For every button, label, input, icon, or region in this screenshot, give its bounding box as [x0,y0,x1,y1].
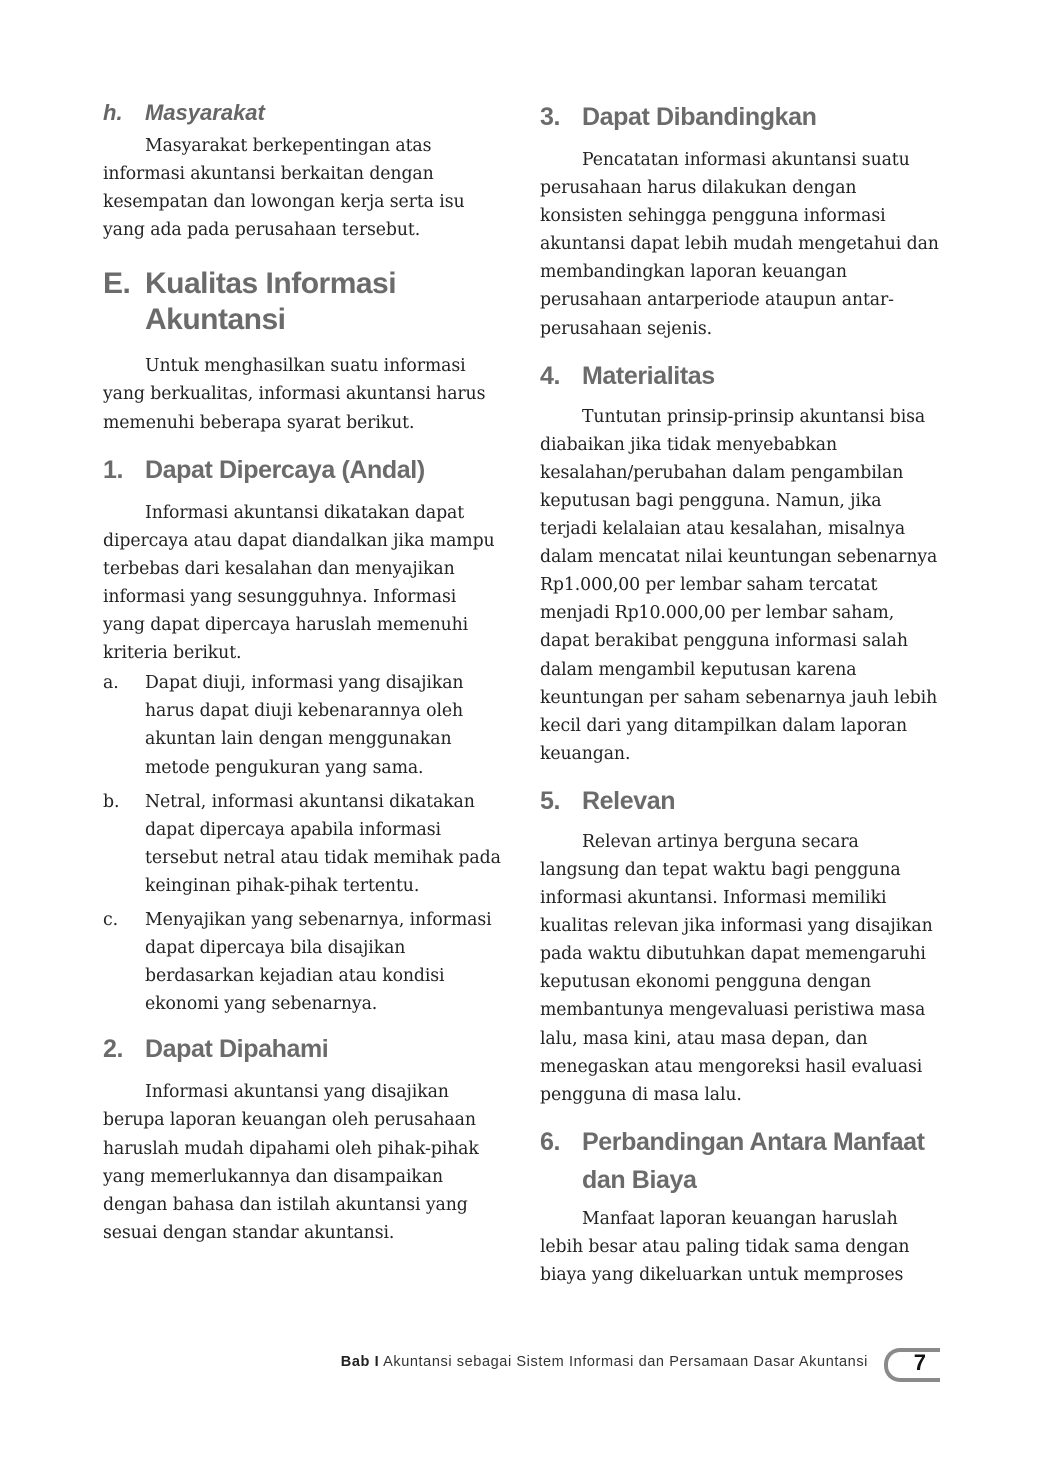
paragraph-relevan: Relevan artinya berguna secara langsung dan tepat waktu bagi pengguna informasi akuntansi. Informasi memiliki kualitas relevan jika informasi yang disajikan pada waktu dibutuhkan dapat memengaruhi keputusan ekonomi pengguna dengan membantunya mengevaluasi peristiwa masa lalu, masa kini, atau masa depan, dan menegaskan atau mengoreksi hasil evaluasi pengguna di masa lalu. [540,831,933,1105]
heading-item-4 [540,357,942,395]
chapter-title: Akuntansi sebagai Sistem Informasi dan Persamaan Dasar Akuntansi [383,1354,868,1370]
page-footer [300,1348,940,1388]
criteria-marker: b. [103,791,120,812]
section-marker: E. [103,267,131,301]
section-heading-E [103,266,503,338]
page-number: 7 [913,1350,926,1375]
item-title: Perbandingan Antara Manfaat dan Biaya [582,1127,925,1194]
criteria-marker: c. [103,909,118,930]
criteria-list [103,669,503,1018]
chapter-label: Bab I [340,1354,380,1370]
heading-item-3 [540,98,942,136]
criteria-text: Dapat diuji, informasi yang disajikan harus dapat diuji kebenarannya oleh akuntan lain dengan menggunakan metode pengukuran yang sama. [145,673,464,778]
paragraph-masyarakat: Masyarakat berkepentingan atas informasi akuntansi berkaitan dengan kesempatan dan lowongan kerja serta isu yang ada pada perusahaan tersebut. [103,136,465,241]
criteria-marker: a. [103,673,119,694]
item-title: Dapat Dipercaya (Andal) [145,455,425,484]
item-title: Relevan [582,786,676,815]
left-column [103,98,503,1247]
paragraph-materialitas: Tuntutan prinsip-prinsip akuntansi bisa diabaikan jika tidak menyebabkan kesalahan/perubahan dalam pengambilan keputusan bagi pengguna. Namun, jika terjadi kelalaian atau kesalahan, misalnya dalam mencatat nilai keuntungan sebenarnya Rp1.000,00 per lembar saham tercatat menjadi Rp10.000,00 per lembar saham, dapat berakibat pengguna informasi salah dalam mengambil keputusan karena keuntungan per saham sebenarnya jauh lebih kecil dari yang ditampilkan dalam laporan keuangan. [540,406,938,764]
subsection-heading-h [103,98,503,128]
criteria-text: Menyajikan yang sebenarnya, informasi dapat dipercaya bila disajikan berdasarkan kejadian atau kondisi ekonomi yang sebenarnya. [145,909,492,1015]
item-title: Materialitas [582,361,715,390]
item-number: 4. [540,361,561,390]
right-column [540,98,942,1289]
criteria-text: Netral, informasi akuntansi dikatakan dapat dipercaya apabila informasi tersebut netral atau tidak memihak pada keinginan pihak-pihak tertentu. [145,791,501,896]
heading-item-1 [103,451,503,489]
paragraph-dapat-dipercaya: Informasi akuntansi dikatakan dapat dipercaya atau dapat diandalkan jika mampu terbebas dari kesalahan dan menyajikan informasi yang sesungguhnya. Informasi yang dapat dipercaya haruslah memenuhi kriteria berikut. [103,502,495,664]
item-number: 1. [103,455,124,484]
subsection-title: Masyarakat [145,100,265,125]
paragraph-manfaat-biaya: Manfaat laporan keuangan haruslah lebih besar atau paling tidak sama dengan biaya yang dikeluarkan untuk memproses [540,1208,910,1285]
criteria-item [103,669,503,781]
item-number: 5. [540,786,561,815]
heading-item-6 [540,1123,942,1199]
paragraph-kualitas-intro: Untuk menghasilkan suatu informasi yang berkualitas, informasi akuntansi harus memenuhi beberapa syarat berikut. [103,356,486,433]
heading-item-2 [103,1030,503,1068]
criteria-item [103,906,503,1018]
section-title: Kualitas Informasi Akuntansi [145,267,397,337]
paragraph-dapat-dibandingkan: Pencatatan informasi akuntansi suatu perusahaan harus dilakukan dengan konsisten sehingga pengguna informasi akuntansi dapat lebih mudah mengetahui dan membandingkan laporan keuangan perusahaan antarperiode ataupun antar-perusahaan sejenis. [540,150,939,339]
item-title: Dapat Dibandingkan [582,103,817,131]
item-number: 3. [540,103,561,131]
item-number: 2. [103,1035,124,1064]
criteria-item [103,788,503,900]
heading-item-5 [540,782,942,820]
paragraph-dapat-dipahami: Informasi akuntansi yang disajikan berupa laporan keuangan oleh perusahaan haruslah mudah dipahami oleh pihak-pihak yang memerlukannya dan disampaikan dengan bahasa dan istilah akuntansi yang sesuai dengan standar akuntansi. [103,1082,479,1243]
running-footer [341,1354,868,1370]
item-number: 6. [540,1127,561,1156]
item-title: Dapat Dipahami [145,1035,329,1064]
subsection-marker: h. [103,100,123,125]
page-number-tab-shape [884,1348,940,1382]
